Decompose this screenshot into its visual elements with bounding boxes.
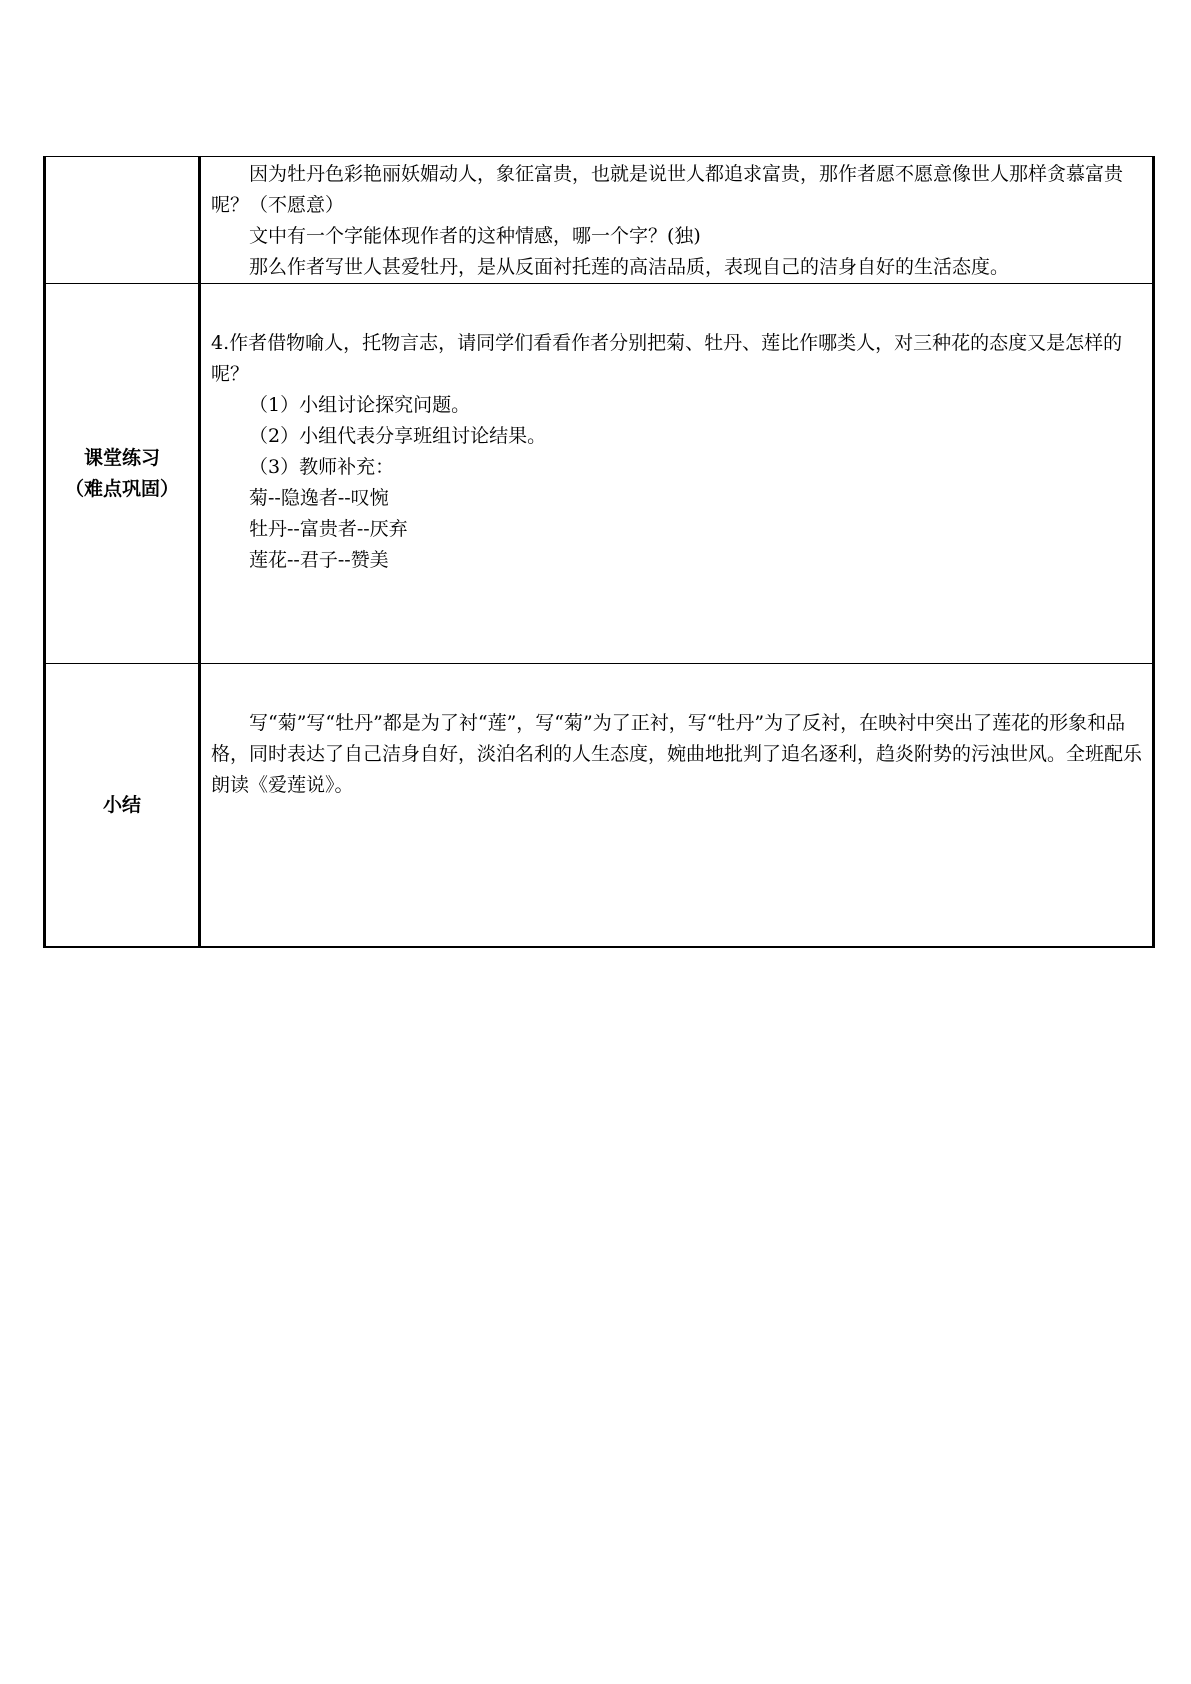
table-row-summary bbox=[45, 664, 1154, 948]
paragraph-key-character: 文中有一个字能体现作者的这种情感，哪一个字？(独) bbox=[249, 225, 701, 247]
row-content-summary bbox=[200, 664, 1154, 948]
practice-step-2: （2）小组代表分享班组讨论结果。 bbox=[249, 425, 547, 447]
table-row-continuation bbox=[45, 157, 1154, 284]
row-content-class-practice bbox=[200, 284, 1154, 664]
paragraph-peony-wealth: 因为牡丹色彩艳丽妖媚动人，象征富贵，也就是说世人都追求富贵，那作者愿不愿意像世人那样贪慕富贵呢？（不愿意） bbox=[211, 163, 1124, 216]
flower-pair-lotus: 莲花--君子--赞美 bbox=[249, 549, 389, 571]
label-line-difficulty: （难点巩固） bbox=[64, 477, 179, 500]
lesson-plan-table bbox=[43, 156, 1155, 948]
practice-question: 4.作者借物喻人，托物言志，请同学们看看作者分别把菊、牡丹、莲比作哪类人，对三种花的态度又是怎样的呢？ bbox=[211, 332, 1123, 385]
practice-step-1: （1）小组讨论探究问题。 bbox=[249, 394, 471, 416]
practice-step-3: （3）教师补充： bbox=[249, 456, 395, 478]
flower-pair-peony: 牡丹--富贵者--厌弃 bbox=[249, 518, 408, 540]
label-line-practice: 课堂练习 bbox=[83, 446, 160, 469]
paragraph-contrast-lotus: 那么作者写世人甚爱牡丹，是从反面衬托莲的高洁品质，表现自己的洁身自好的生活态度。 bbox=[249, 256, 1010, 278]
flower-pair-chrysanthemum: 菊--隐逸者--叹惋 bbox=[249, 487, 389, 509]
row-label-summary: 小结 bbox=[45, 664, 200, 948]
row-label-class-practice bbox=[45, 284, 200, 664]
row-label-empty bbox=[45, 157, 200, 284]
summary-paragraph: 写“菊”写“牡丹”都是为了衬“莲”，写“菊”为了正衬，写“牡丹”为了反衬，在映衬中突出了莲花的形象和品格，同时表达了自己洁身自好，淡泊名利的人生态度，婉曲地批判了追名逐利，趋炎附势的污浊世风。全班配乐朗读《爱莲说》。 bbox=[211, 712, 1143, 796]
table-row-class-practice bbox=[45, 284, 1154, 664]
row-content-continuation bbox=[200, 157, 1154, 284]
